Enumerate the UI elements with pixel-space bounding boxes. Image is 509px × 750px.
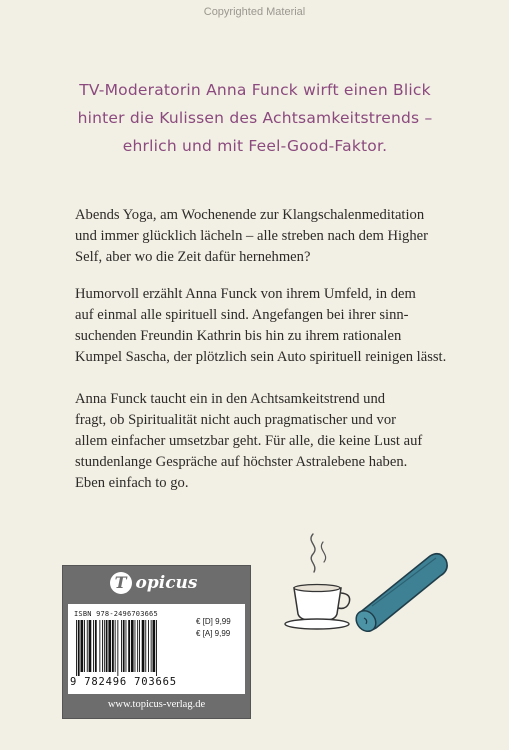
text-line: Anna Funck taucht ein in den Achtsamkeitstrend und	[75, 391, 386, 407]
barcode-bar	[156, 620, 157, 676]
coffee-and-yoga-mat-illustration	[280, 528, 450, 638]
barcode-bar	[151, 620, 152, 672]
text-line: und immer glücklich lächeln – alle streben nach dem Higher	[75, 228, 428, 244]
price-austria: € [A] 9,99	[196, 629, 231, 638]
barcode-bar	[76, 620, 77, 676]
barcode-bar	[108, 620, 111, 672]
price-germany: € [D] 9,99	[196, 617, 231, 626]
barcode-bar	[104, 620, 105, 672]
barcode-bar	[87, 620, 88, 672]
barcode-bar	[78, 620, 80, 676]
tagline-line: hinter die Kulissen des Achtsamkeitstrends –	[77, 109, 433, 127]
barcode-bar	[148, 620, 149, 672]
text-line: Self, aber wo die Zeit dafür hernehmen?	[75, 249, 311, 265]
barcode-digits: 9 782496 703665	[70, 676, 177, 688]
tagline-line: TV-Moderatorin Anna Funck wirft einen Blick	[79, 81, 431, 99]
barcode-bars	[74, 620, 192, 676]
barcode-label	[68, 604, 245, 694]
barcode-bar	[106, 620, 108, 672]
publisher-website: www.topicus-verlag.de	[107, 699, 206, 710]
barcode-bar	[145, 620, 146, 672]
yoga-mat-icon	[352, 554, 447, 635]
barcode-bar	[137, 620, 138, 672]
barcode-bar	[128, 620, 130, 672]
barcode-bar	[121, 620, 122, 672]
publisher-barcode-box	[62, 565, 251, 719]
text-line: stundenlange Gespräche auf höchster Astralebene haben.	[75, 454, 408, 470]
publisher-logo	[63, 570, 250, 598]
barcode-bar	[153, 620, 156, 672]
paragraph-trend	[75, 389, 445, 494]
text-line: Abends Yoga, am Wochenende zur Klangschalenmeditation	[75, 207, 425, 223]
barcode-bar	[135, 620, 136, 672]
barcode-bar	[115, 620, 116, 672]
text-line: fragt, ob Spiritualität nicht auch pragmatischer und vor	[75, 412, 396, 428]
isbn-label: ISBN 978-2496703665	[74, 610, 158, 618]
barcode-bar	[81, 620, 84, 672]
tagline-line: ehrlich und mit Feel-Good-Faktor.	[122, 137, 388, 155]
barcode-bar	[112, 620, 114, 672]
copyright-watermark: Copyrighted Material	[203, 6, 306, 18]
barcode-bar	[142, 620, 145, 672]
publisher-logo-letter: T	[110, 572, 132, 594]
barcode-bar	[95, 620, 97, 672]
tagline	[40, 76, 470, 160]
barcode-bar	[102, 620, 103, 672]
barcode-bar	[99, 620, 100, 672]
barcode-bar	[139, 620, 140, 672]
coffee-cup-icon	[285, 534, 350, 629]
text-line: auf einmal alle spirituell sind. Angefangen bei ihrer sinn-	[75, 307, 409, 323]
barcode-bar	[84, 620, 85, 672]
paragraph-humor	[75, 284, 445, 368]
barcode-bar	[131, 620, 134, 672]
text-line: allem einfacher umsetzbar geht. Für alle, die keine Lust auf	[75, 433, 423, 449]
paragraph-intro	[75, 205, 445, 268]
price-block	[196, 616, 231, 640]
text-line: suchenden Freundin Kathrin bis hin zu ihrem rationalen	[75, 328, 402, 344]
barcode-bar	[117, 620, 118, 676]
text-line: Kumpel Sascha, der plötzlich sein Auto spirituell reinigen lässt.	[75, 349, 447, 365]
text-line: Humorvoll erzählt Anna Funck von ihrem Umfeld, in dem	[75, 286, 416, 302]
barcode-bar	[123, 620, 125, 672]
barcode-bar	[126, 620, 127, 672]
barcode-bar	[93, 620, 94, 672]
publisher-logo-text: opicus	[135, 573, 198, 593]
text-line: Eben einfach to go.	[75, 475, 189, 491]
barcode-bar	[89, 620, 92, 672]
